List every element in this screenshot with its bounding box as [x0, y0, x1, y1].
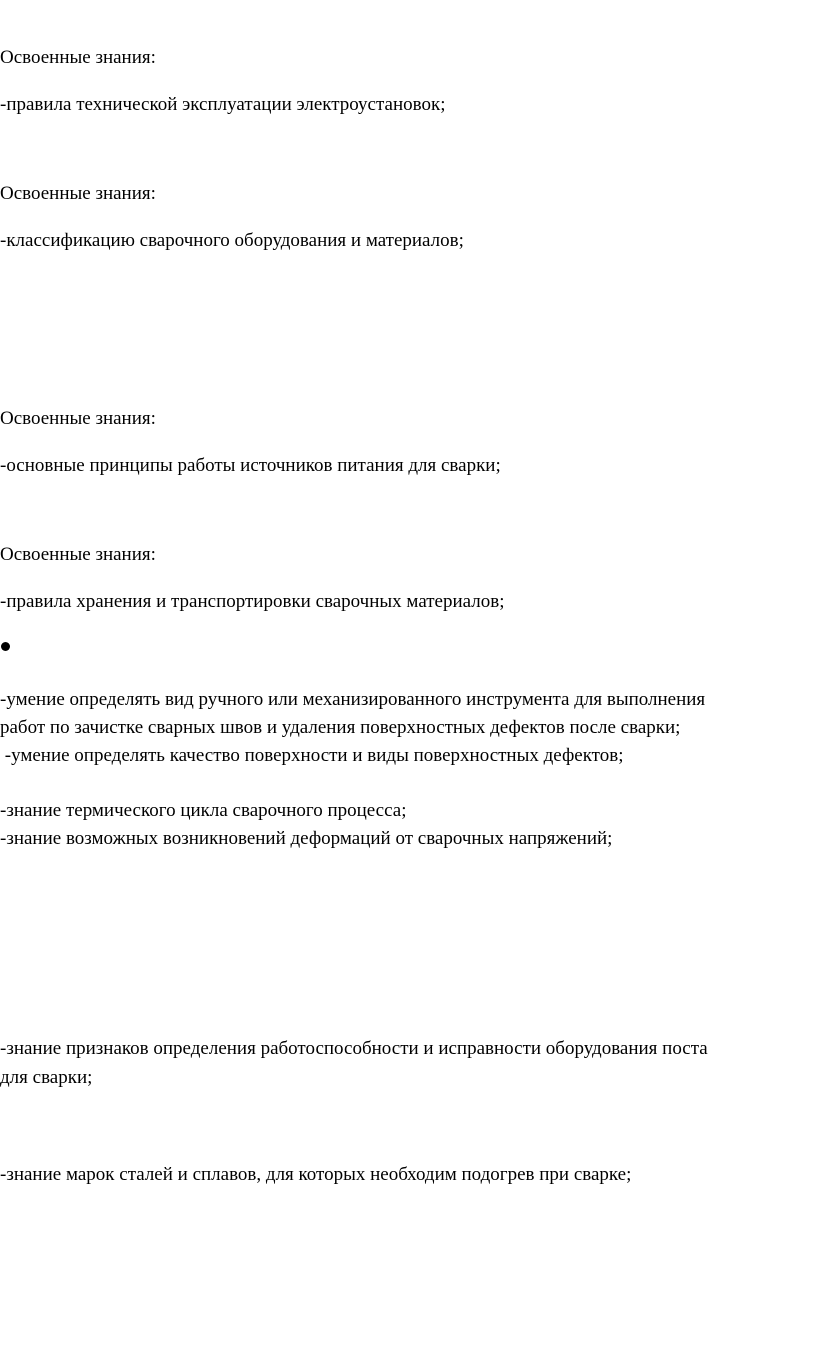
section-item: -правила технической эксплуатации электроустановок; — [0, 94, 446, 115]
skill-item-line: работ по зачистке сварных швов и удаления поверхностных дефектов после сварки; — [0, 717, 681, 738]
knowledge-item-line: для сварки; — [0, 1067, 93, 1088]
skill-item: -умение определять качество поверхности и виды поверхностных дефектов; — [0, 745, 624, 766]
section-heading: Освоенные знания: — [0, 183, 156, 204]
section-item: -основные принципы работы источников питания для сварки; — [0, 455, 501, 476]
section-heading: Освоенные знания: — [0, 544, 156, 565]
section-heading: Освоенные знания: — [0, 47, 156, 68]
section-heading: Освоенные знания: — [0, 408, 156, 429]
section-item: -правила хранения и транспортировки сварочных материалов; — [0, 591, 505, 612]
knowledge-item-line: -знание признаков определения работоспособности и исправности оборудования поста — [0, 1038, 708, 1059]
bullet-icon — [1, 642, 10, 651]
skill-item-line: -умение определять вид ручного или механизированного инструмента для выполнения — [0, 689, 706, 710]
knowledge-item: -знание марок сталей и сплавов, для которых необходим подогрев при сварке; — [0, 1164, 632, 1185]
section-item: -классификацию сварочного оборудования и материалов; — [0, 230, 464, 251]
knowledge-item: -знание возможных возникновений деформаций от сварочных напряжений; — [0, 828, 613, 849]
knowledge-item: -знание термического цикла сварочного процесса; — [0, 800, 407, 821]
